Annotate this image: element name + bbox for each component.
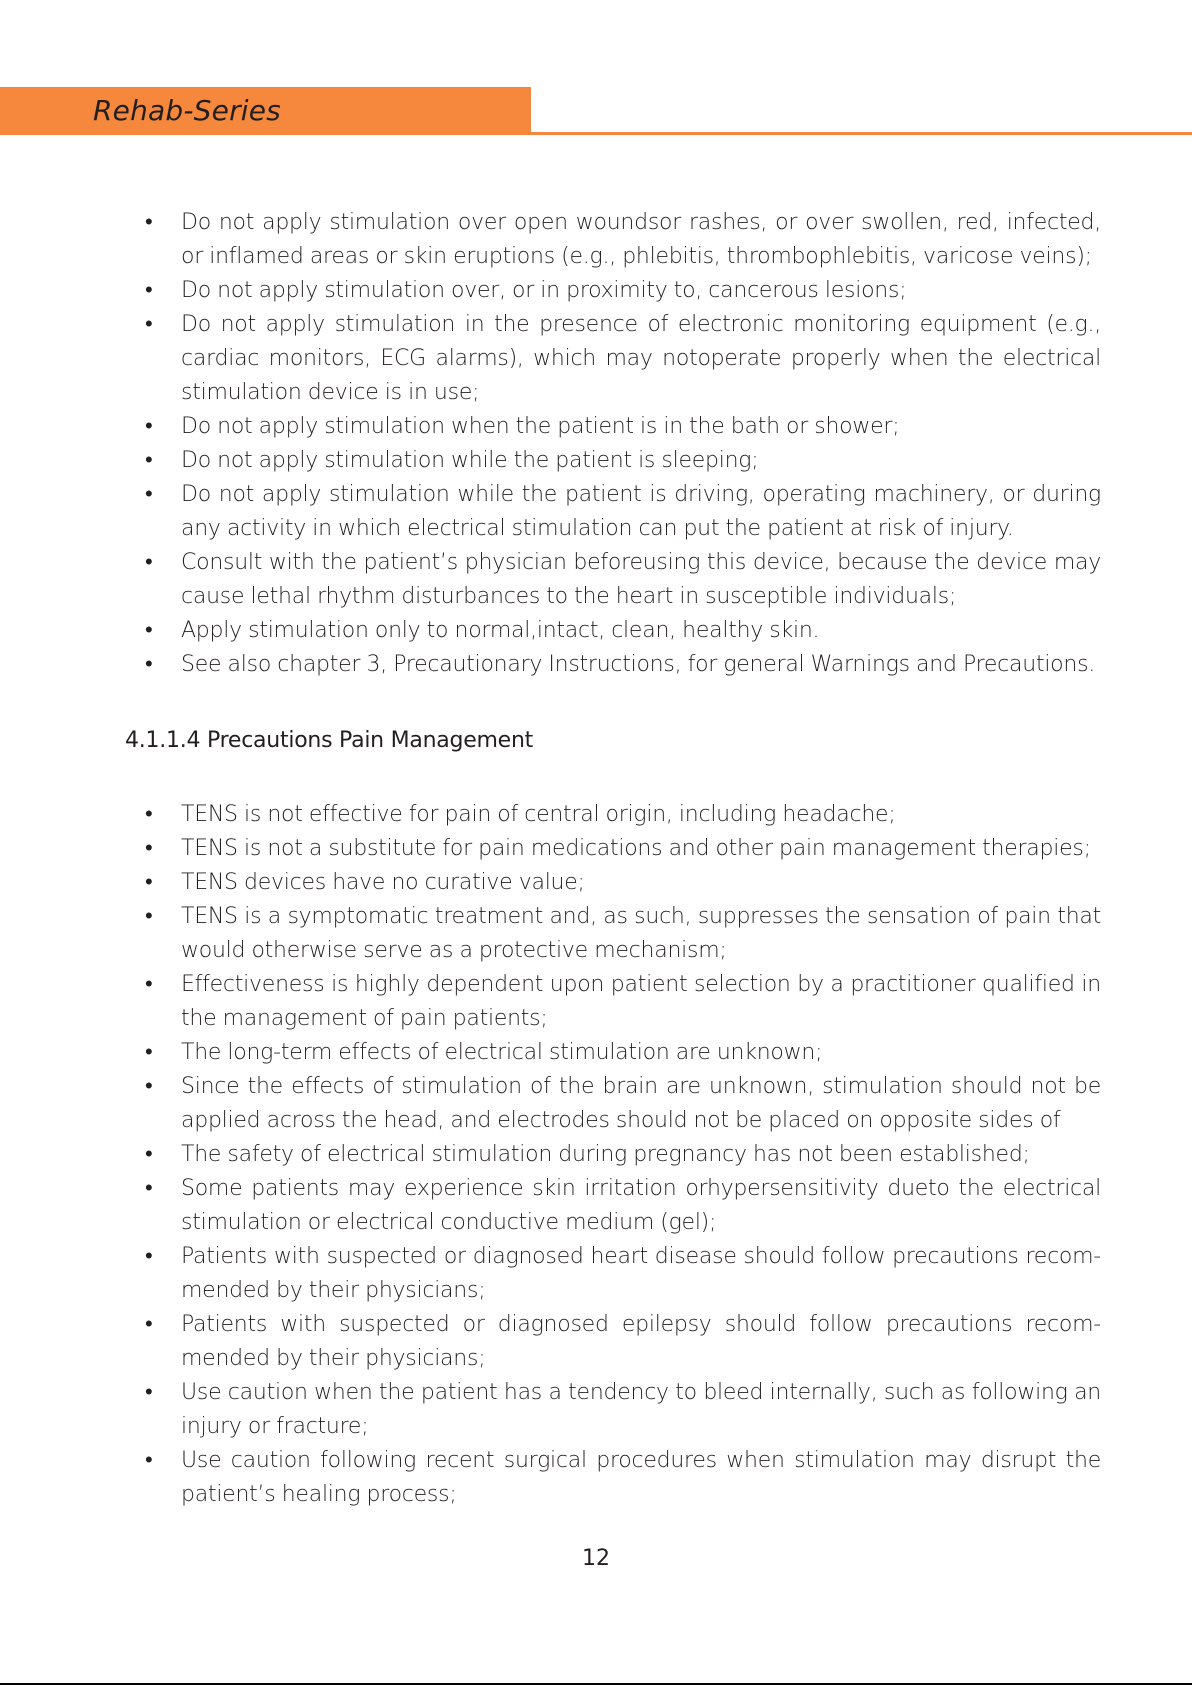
list-item: • The safety of electrical stimulation during pregnancy has not been established; [145, 1138, 1101, 1172]
page-number: 12 [582, 1546, 610, 1571]
list-item: • Patients with suspected or diagnosed epilepsy should follow precautions recom- mended by their physicians; [145, 1308, 1101, 1376]
list-item: • Do not apply stimulation while the patient is sleeping; [145, 444, 1101, 478]
list-item: • Consult with the patient’s physician beforeusing this device, because the device may cause lethal rhythm disturbances to the heart in susceptible individuals; [145, 546, 1101, 614]
list-item: • Since the effects of stimulation of the brain are unknown, stimulation should not be applied across the head, and electrodes should not be placed on opposite sides of [145, 1070, 1101, 1138]
header-rule [531, 132, 1192, 135]
list-item: • Patients with suspected or diagnosed heart disease should follow precautions recom- mended by their physicians; [145, 1240, 1101, 1308]
list-item: • TENS devices have no curative value; [145, 866, 1101, 900]
list-item: • Use caution following recent surgical procedures when stimulation may disrupt the patient’s healing process; [145, 1444, 1101, 1512]
list-item: • Apply stimulation only to normal,intact, clean, healthy skin. [145, 614, 1101, 648]
list-item: • See also chapter 3, Precautionary Instructions, for general Warnings and Precautions. [145, 648, 1101, 682]
list-item: • Do not apply stimulation over, or in proximity to, cancerous lesions; [145, 274, 1101, 308]
list-item: • Do not apply stimulation while the patient is driving, operating machinery, or during any activity in which electrical stimulation can put the patient at risk of injury. [145, 478, 1101, 546]
list-item: • Do not apply stimulation in the presence of electronic monitoring equipment (e.g., cardiac monitors, ECG alarms), which may notoperate properly when the electrical stimulation device is in use; [145, 308, 1101, 410]
list-item: • Do not apply stimulation when the patient is in the bath or shower; [145, 410, 1101, 444]
contraindications-list [145, 206, 1101, 682]
list-item: • TENS is a symptomatic treatment and, as such, suppresses the sensation of pain that would otherwise serve as a protective mechanism; [145, 900, 1101, 968]
section-heading: 4.1.1.4 Precautions Pain Management [125, 728, 534, 753]
list-item: • Use caution when the patient has a tendency to bleed internally, such as following an injury or fracture; [145, 1376, 1101, 1444]
list-item: • Do not apply stimulation over open woundsor rashes, or over swollen, red, infected, or inflamed areas or skin eruptions (e.g., phlebitis, thrombophlebitis, varicose veins); [145, 206, 1101, 274]
precautions-list [145, 798, 1101, 1512]
list-item: • Effectiveness is highly dependent upon patient selection by a practitioner qualified in the management of pain patients; [145, 968, 1101, 1036]
header-title: Rehab-Series [93, 94, 281, 127]
list-item: • The long-term effects of electrical stimulation are unknown; [145, 1036, 1101, 1070]
list-item: • TENS is not effective for pain of central origin, including headache; [145, 798, 1101, 832]
list-item: • TENS is not a substitute for pain medications and other pain management therapies; [145, 832, 1101, 866]
list-item: • Some patients may experience skin irritation orhypersensitivity dueto the electrical stimulation or electrical conductive medium (gel); [145, 1172, 1101, 1240]
